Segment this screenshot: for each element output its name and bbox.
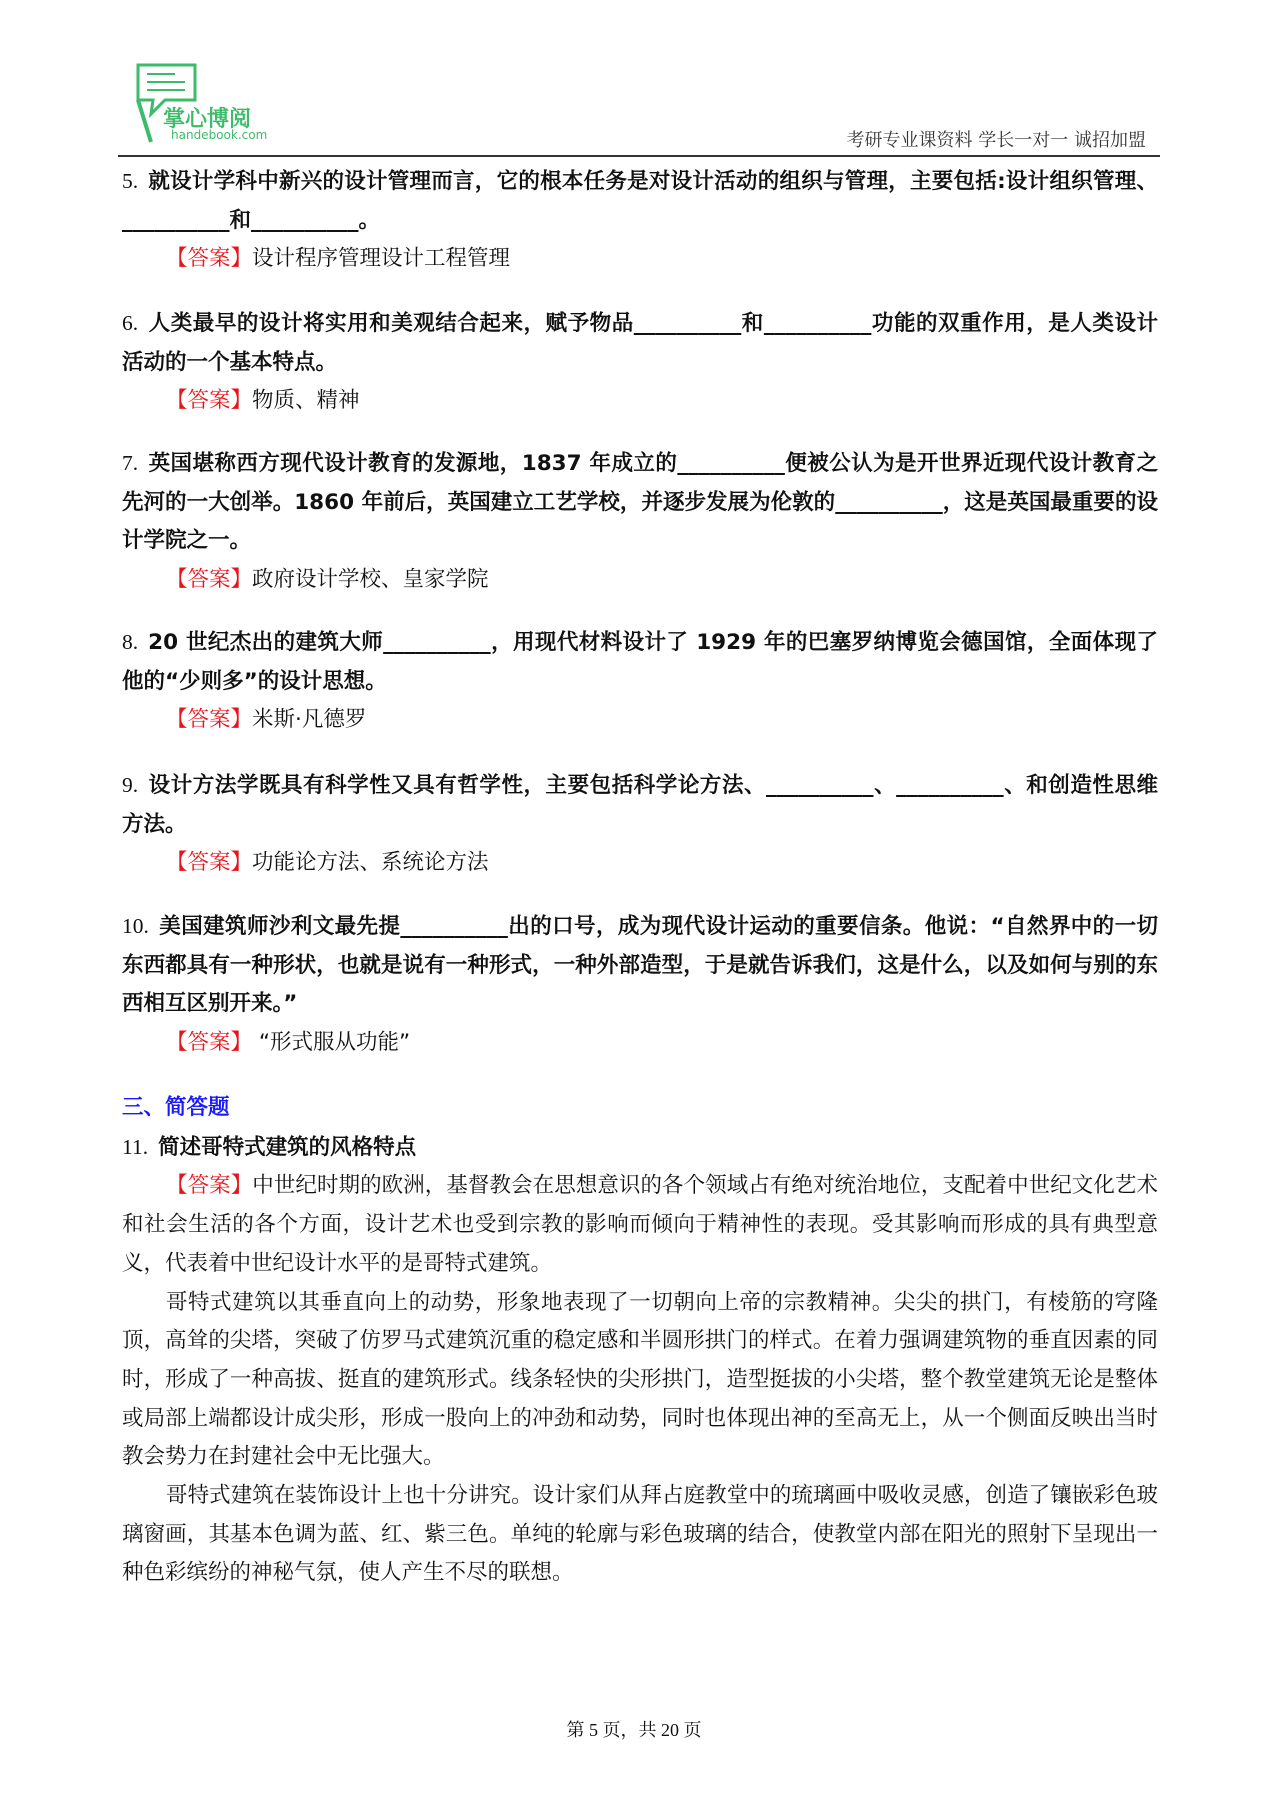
question-7 — [122, 444, 1158, 600]
question-text: 设计方法学既具有科学性又具有哲学性，主要包括科学论方法、__________、__________、和创造性思维方法。 — [122, 773, 1158, 837]
question-text: 美国建筑师沙利文最先提__________出的口号，成为现代设计运动的重要信条。他说：“自然界中的一切东西都具有一种形状，也就是说有一种形式，一种外部造型，于是就告诉我们，这是什么，以及如何与别的东西相互区别开来。” — [122, 914, 1158, 1017]
question-text: 就设计学科中新兴的设计管理而言，它的根本任务是对设计活动的组织与管理，主要包括:设计组织管理、__________和__________。 — [122, 169, 1158, 233]
answer-paragraph: 哥特式建筑以其垂直向上的动势，形象地表现了一切朝向上帝的宗教精神。尖尖的拱门，有棱筋的穹隆顶，高耸的尖塔，突破了仿罗马式建筑沉重的稳定感和半圆形拱门的样式。在着力强调建筑物的垂直因素的同时，形成了一种高拔、挺直的建筑形式。线条轻快的尖形拱门，造型挺拔的小尖塔，整个教堂建筑无论是整体或局部上端都设计成尖形，形成一股向上的冲劲和动势，同时也体现出神的至高无上，从一个侧面反映出当时教会势力在封建社会中无比强大。 — [122, 1289, 1158, 1470]
question-number: 8. — [122, 630, 139, 654]
answer-text: 物质、精神 — [252, 388, 360, 414]
logo — [135, 62, 275, 148]
question-text: 简述哥特式建筑的风格特点 — [158, 1134, 417, 1160]
answer-label: 【答案】 — [166, 246, 253, 272]
question-text: 英国堪称西方现代设计教育的发源地，1837 年成立的__________便被公认为是开世界近现代设计教育之先河的一大创举。1860 年前后，英国建立工艺学校，并逐步发展为伦敦的__________，这是英国最重要的设计学院之一。 — [122, 451, 1158, 554]
answer-label: 【答案】 — [166, 388, 253, 414]
question-text: 20 世纪杰出的建筑大师__________，用现代材料设计了 1929 年的巴塞罗纳博览会德国馆，全面体现了他的“少则多”的设计思想。 — [122, 630, 1158, 694]
question-number: 6. — [122, 311, 139, 335]
page-number: 第 5 页，共 20 页 — [566, 1720, 702, 1740]
question-number: 11. — [122, 1134, 149, 1159]
answer-paragraph: 哥特式建筑在装饰设计上也十分讲究。设计家们从拜占庭教堂中的琉璃画中吸收灵感，创造了镶嵌彩色玻璃窗画，其基本色调为蓝、红、紫三色。单纯的轮廓与彩色玻璃的结合，使教堂内部在阳光的照射下呈现出一种色彩缤纷的神秘气氛，使人产生不尽的联想。 — [122, 1483, 1158, 1586]
question-number: 5. — [122, 169, 139, 193]
answer-label: 【答案】 — [166, 1030, 253, 1056]
section-short-answer — [122, 1089, 1158, 1593]
question-5 — [122, 162, 1158, 279]
answer-text: 米斯·凡德罗 — [252, 707, 367, 733]
header-divider — [118, 155, 1160, 157]
question-number: 9. — [122, 773, 139, 797]
question-9 — [122, 766, 1158, 883]
answer-text: “形式服从功能” — [252, 1030, 411, 1056]
answer-text: 政府设计学校、皇家学院 — [252, 567, 489, 593]
logo-text: 掌心博阅 — [163, 107, 252, 132]
answer-text: 功能论方法、系统论方法 — [252, 850, 489, 876]
answer-label: 【答案】 — [166, 1173, 253, 1199]
logo-domain: handebook.com — [171, 128, 268, 142]
question-8 — [122, 623, 1158, 740]
header-tagline: 考研专业课资料 学长一对一 诚招加盟 — [846, 130, 1146, 151]
answer-text: 设计程序管理设计工程管理 — [252, 246, 511, 272]
answer-label: 【答案】 — [166, 707, 253, 733]
question-number: 10. — [122, 914, 149, 938]
answer-paragraph: 中世纪时期的欧洲，基督教会在思想意识的各个领域占有绝对统治地位，支配着中世纪文化艺术和社会生活的各个方面，设计艺术也受到宗教的影响而倾向于精神性的表现。受其影响而形成的具有典型意义，代表着中世纪设计水平的是哥特式建筑。 — [122, 1173, 1158, 1276]
answer-label: 【答案】 — [166, 850, 253, 876]
question-text: 人类最早的设计将实用和美观结合起来，赋予物品__________和__________功能的双重作用，是人类设计活动的一个基本特点。 — [122, 311, 1158, 375]
section-title: 三、简答题 — [122, 1095, 230, 1120]
question-6 — [122, 304, 1158, 421]
answer-label: 【答案】 — [166, 567, 253, 593]
question-number: 7. — [122, 451, 139, 475]
question-10 — [122, 907, 1158, 1063]
